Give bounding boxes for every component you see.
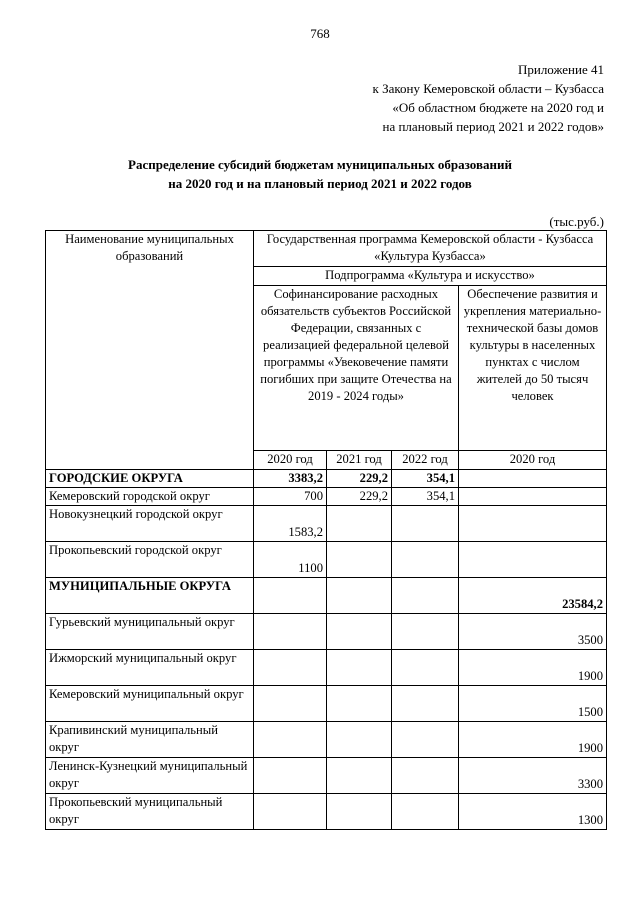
table-row (46, 542, 607, 578)
cofinancing-2022-cell (392, 542, 459, 578)
cofinancing-2020-cell: 1100 (254, 542, 327, 578)
cofinancing-2022-cell: 354,1 (392, 470, 459, 488)
table-row (46, 506, 607, 542)
development-2020-cell (459, 506, 607, 542)
table-row (46, 578, 607, 614)
cofinancing-2021-cell (327, 650, 392, 686)
cofinancing-2021-cell (327, 578, 392, 614)
row-name-cell: Прокопьевский городской округ (46, 542, 254, 578)
cofinancing-2022-cell (392, 758, 459, 794)
row-name-cell: Ленинск-Кузнецкий муниципальный округ (46, 758, 254, 794)
header-name-cell: Наименование муниципальных образований (46, 231, 254, 470)
table-row (46, 686, 607, 722)
cofinancing-2022-cell (392, 506, 459, 542)
development-2020-cell: 23584,2 (459, 578, 607, 614)
table-row (46, 794, 607, 830)
cofinancing-2021-cell (327, 794, 392, 830)
year-cell: 2020 год (459, 451, 607, 470)
cofinancing-2022-cell (392, 686, 459, 722)
row-name-cell: Прокопьевский муниципальный округ (46, 794, 254, 830)
development-2020-cell: 3500 (459, 614, 607, 650)
appendix-note (373, 60, 605, 136)
appendix-line: на плановый период 2021 и 2022 годов» (382, 119, 604, 134)
cofinancing-2020-cell: 1583,2 (254, 506, 327, 542)
cofinancing-2022-cell (392, 650, 459, 686)
cofinancing-2020-cell (254, 650, 327, 686)
row-name-cell: ГОРОДСКИЕ ОКРУГА (46, 470, 254, 488)
cofinancing-2021-cell (327, 686, 392, 722)
table-row (46, 470, 607, 488)
year-cell: 2020 год (254, 451, 327, 470)
cofinancing-2022-cell: 354,1 (392, 488, 459, 506)
cofinancing-2022-cell (392, 794, 459, 830)
header-development-cell: Обеспечение развития и укрепления материально-технической базы домов культуры в населенных пунктах с числом жителей до 50 тысяч человек (459, 286, 607, 451)
table-row (46, 758, 607, 794)
row-name-cell: МУНИЦИПАЛЬНЫЕ ОКРУГА (46, 578, 254, 614)
subsidy-table (45, 230, 607, 830)
document-title (0, 155, 640, 193)
cofinancing-2022-cell (392, 614, 459, 650)
development-2020-cell (459, 542, 607, 578)
row-name-cell: Ижморский муниципальный округ (46, 650, 254, 686)
development-2020-cell: 1900 (459, 722, 607, 758)
cofinancing-2020-cell (254, 614, 327, 650)
appendix-line: «Об областном бюджете на 2020 год и (392, 100, 604, 115)
header-program-cell: Государственная программа Кемеровской области - Кузбасса «Культура Кузбасса» (254, 231, 607, 267)
cofinancing-2021-cell (327, 614, 392, 650)
appendix-line: к Закону Кемеровской области – Кузбасса (372, 81, 604, 96)
cofinancing-2020-cell (254, 794, 327, 830)
table-row (46, 650, 607, 686)
title-line: Распределение субсидий бюджетам муниципальных образований (128, 157, 512, 172)
cofinancing-2021-cell (327, 506, 392, 542)
development-2020-cell: 1500 (459, 686, 607, 722)
year-cell: 2022 год (392, 451, 459, 470)
cofinancing-2021-cell (327, 722, 392, 758)
cofinancing-2022-cell (392, 578, 459, 614)
cofinancing-2020-cell (254, 722, 327, 758)
table-row (46, 614, 607, 650)
development-2020-cell: 3300 (459, 758, 607, 794)
row-name-cell: Крапивинский муниципальный округ (46, 722, 254, 758)
table-row (46, 722, 607, 758)
row-name-cell: Кемеровский городской округ (46, 488, 254, 506)
cofinancing-2020-cell: 3383,2 (254, 470, 327, 488)
units-label: (тыс.руб.) (549, 214, 604, 229)
cofinancing-2021-cell (327, 758, 392, 794)
appendix-line: Приложение 41 (517, 62, 604, 77)
cofinancing-2020-cell (254, 578, 327, 614)
row-name-cell: Кемеровский муниципальный округ (46, 686, 254, 722)
cofinancing-2022-cell (392, 722, 459, 758)
cofinancing-2020-cell (254, 758, 327, 794)
development-2020-cell: 1300 (459, 794, 607, 830)
title-line: на 2020 год и на плановый период 2021 и 2022 годов (168, 176, 472, 191)
table-row (46, 488, 607, 506)
development-2020-cell (459, 470, 607, 488)
header-subprogram-cell: Подпрограмма «Культура и искусство» (254, 267, 607, 286)
cofinancing-2020-cell (254, 686, 327, 722)
year-cell: 2021 год (327, 451, 392, 470)
row-name-cell: Гурьевский муниципальный округ (46, 614, 254, 650)
row-name-cell: Новокузнецкий городской округ (46, 506, 254, 542)
page-number: 768 (310, 26, 330, 41)
development-2020-cell (459, 488, 607, 506)
cofinancing-2021-cell (327, 542, 392, 578)
header-row (46, 231, 607, 267)
cofinancing-2021-cell: 229,2 (327, 488, 392, 506)
header-cofinancing-cell: Софинансирование расходных обязательств субъектов Российской Федерации, связанных с реализацией федеральной целевой программы «Увековечение памяти погибших при защите Отечества на 2019 - 2024 годы» (254, 286, 459, 451)
development-2020-cell: 1900 (459, 650, 607, 686)
cofinancing-2020-cell: 700 (254, 488, 327, 506)
cofinancing-2021-cell: 229,2 (327, 470, 392, 488)
